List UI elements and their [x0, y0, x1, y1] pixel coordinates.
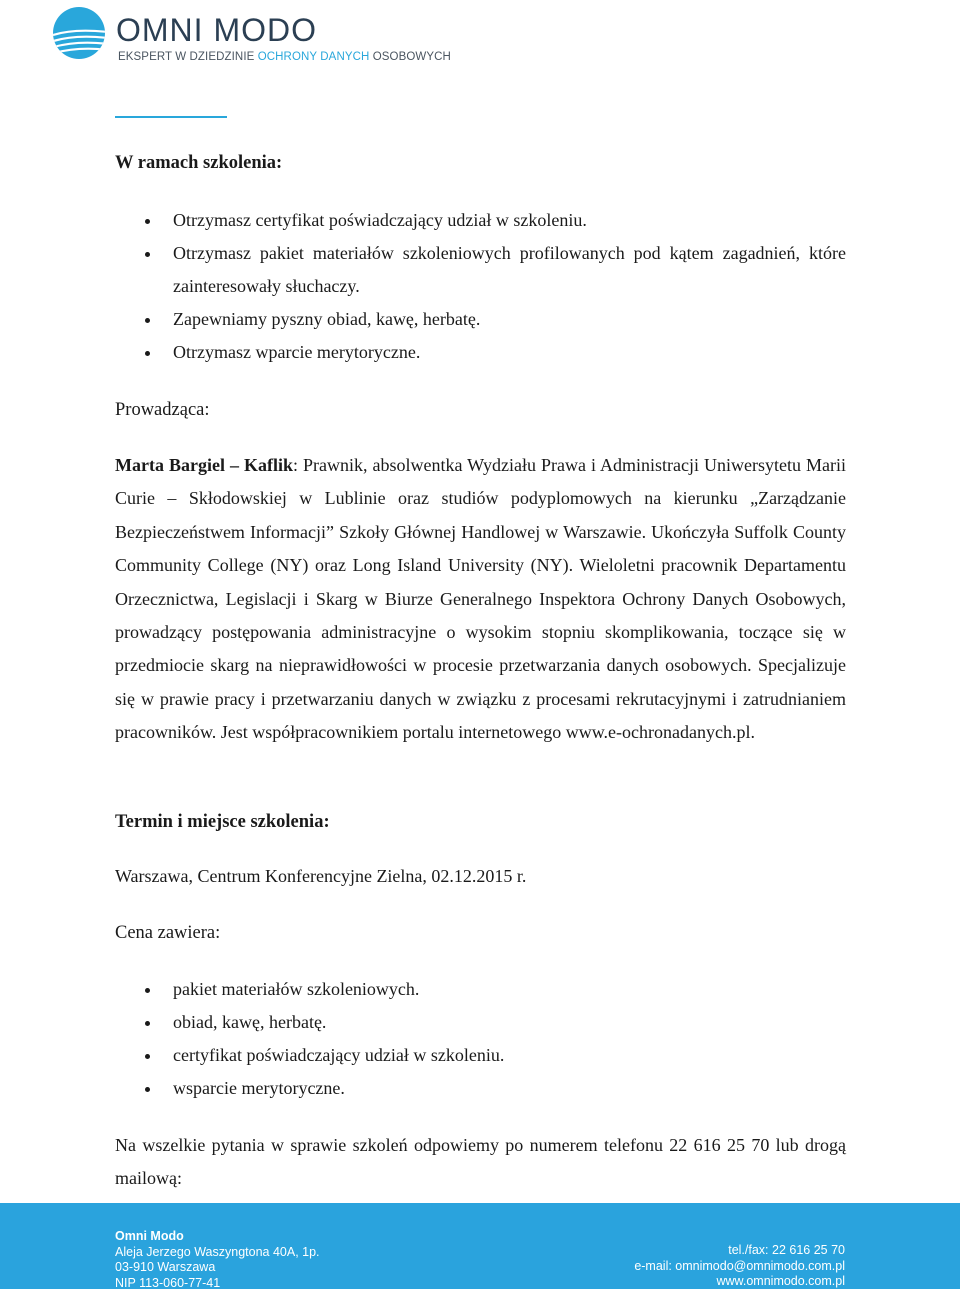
bullet-icon — [145, 219, 150, 224]
accent-divider — [115, 116, 227, 118]
schedule-heading: Termin i miejsce szkolenia: — [115, 813, 330, 832]
tagline-prefix: EKSPERT W DZIEDZINIE — [118, 51, 258, 63]
bullet-icon — [145, 351, 150, 356]
footer-company: Omni Modo — [115, 1229, 320, 1245]
list-item-text: Otrzymasz certyfikat poświadczający udział w szkoleniu. — [173, 210, 587, 230]
list-item-text: pakiet materiałów szkoleniowych. — [173, 979, 419, 999]
list-item — [115, 1006, 846, 1039]
training-list — [115, 204, 846, 369]
trainer-heading: Prowadząca: — [115, 401, 210, 420]
list-item — [115, 336, 846, 369]
price-heading: Cena zawiera: — [115, 924, 220, 943]
list-item — [115, 1072, 846, 1105]
list-item-text: wsparcie merytoryczne. — [173, 1078, 345, 1098]
contact-note: Na wszelkie pytania w sprawie szkoleń odpowiemy po numerem telefonu 22 616 25 70 lub drogą mailową: — [115, 1129, 846, 1196]
list-item — [115, 237, 846, 303]
letterhead — [52, 6, 452, 70]
schedule-text: Warszawa, Centrum Konferencyjne Zielna, 02.12.2015 r. — [115, 860, 846, 893]
brand-name: OMNI MODO — [116, 14, 317, 46]
footer-email[interactable]: e-mail: omnimodo@omnimodo.com.pl — [634, 1259, 845, 1275]
list-item-text: Zapewniamy pyszny obiad, kawę, herbatę. — [173, 309, 480, 329]
training-heading: W ramach szkolenia: — [115, 154, 282, 173]
list-item — [115, 1039, 846, 1072]
footer-address: Aleja Jerzego Waszyngtona 40A, 1p. — [115, 1245, 320, 1261]
tagline-suffix: OSOBOWYCH — [369, 51, 451, 63]
footer-address-block — [115, 1229, 320, 1291]
list-item-text: certyfikat poświadczający udział w szkoleniu. — [173, 1045, 504, 1065]
bullet-icon — [145, 988, 150, 993]
trainer-bio — [115, 449, 846, 750]
list-item-text: Otrzymasz pakiet materiałów szkoleniowych profilowanych pod kątem zagadnień, które zainteresowały słuchaczy. — [173, 243, 846, 296]
trainer-bio-text: : Prawnik, absolwentka Wydziału Prawa i Administracji Uniwersytetu Marii Curie – Skłodowskiej w Lublinie oraz studiów podyplomowych na kierunku „Zarządzanie Bezpieczeństwem Informacji” Szkoły Głównej Handlowej w Warszawie. Ukończyła Suffolk County Community College (NY) oraz Long Island University (NY). Wieloletni pracownik Departamentu Orzecznictwa, Legislacji i Skarg w Biurze Generalnego Inspektora Ochrony Danych Osobowych, prowadzący postępowania administracyjne o wysokim stopniu skomplikowania, toczące się w przedmiocie skarg na nieprawidłowości w procesie przetwarzania danych osobowych. Specjalizuje się w prawie pracy i przetwarzaniu danych w związku z procesami rekrutacyjnymi i zatrudnianiem pracowników. Jest współpracownikiem portalu internetowego www.e-ochronadanych.pl. — [115, 455, 846, 742]
list-item-text: Otrzymasz wparcie merytoryczne. — [173, 342, 420, 362]
bullet-icon — [145, 318, 150, 323]
list-item-text: obiad, kawę, herbatę. — [173, 1012, 326, 1032]
footer-city: 03-910 Warszawa — [115, 1260, 320, 1276]
footer — [0, 1203, 960, 1289]
bullet-icon — [145, 252, 150, 257]
footer-nip: NIP 113-060-77-41 — [115, 1276, 320, 1291]
list-item — [115, 204, 846, 237]
tagline-highlight: OCHRONY DANYCH — [258, 51, 370, 63]
brand-tagline — [118, 52, 451, 64]
list-item — [115, 303, 846, 336]
footer-website[interactable]: www.omnimodo.com.pl — [634, 1274, 845, 1290]
bullet-icon — [145, 1087, 150, 1092]
sphere-wave-logo-icon — [52, 6, 106, 60]
footer-contact-block — [634, 1243, 845, 1290]
price-list — [115, 973, 846, 1105]
footer-phone: tel./fax: 22 616 25 70 — [634, 1243, 845, 1259]
bullet-icon — [145, 1021, 150, 1026]
trainer-name: Marta Bargiel – Kaflik — [115, 455, 293, 475]
list-item — [115, 973, 846, 1006]
bullet-icon — [145, 1054, 150, 1059]
